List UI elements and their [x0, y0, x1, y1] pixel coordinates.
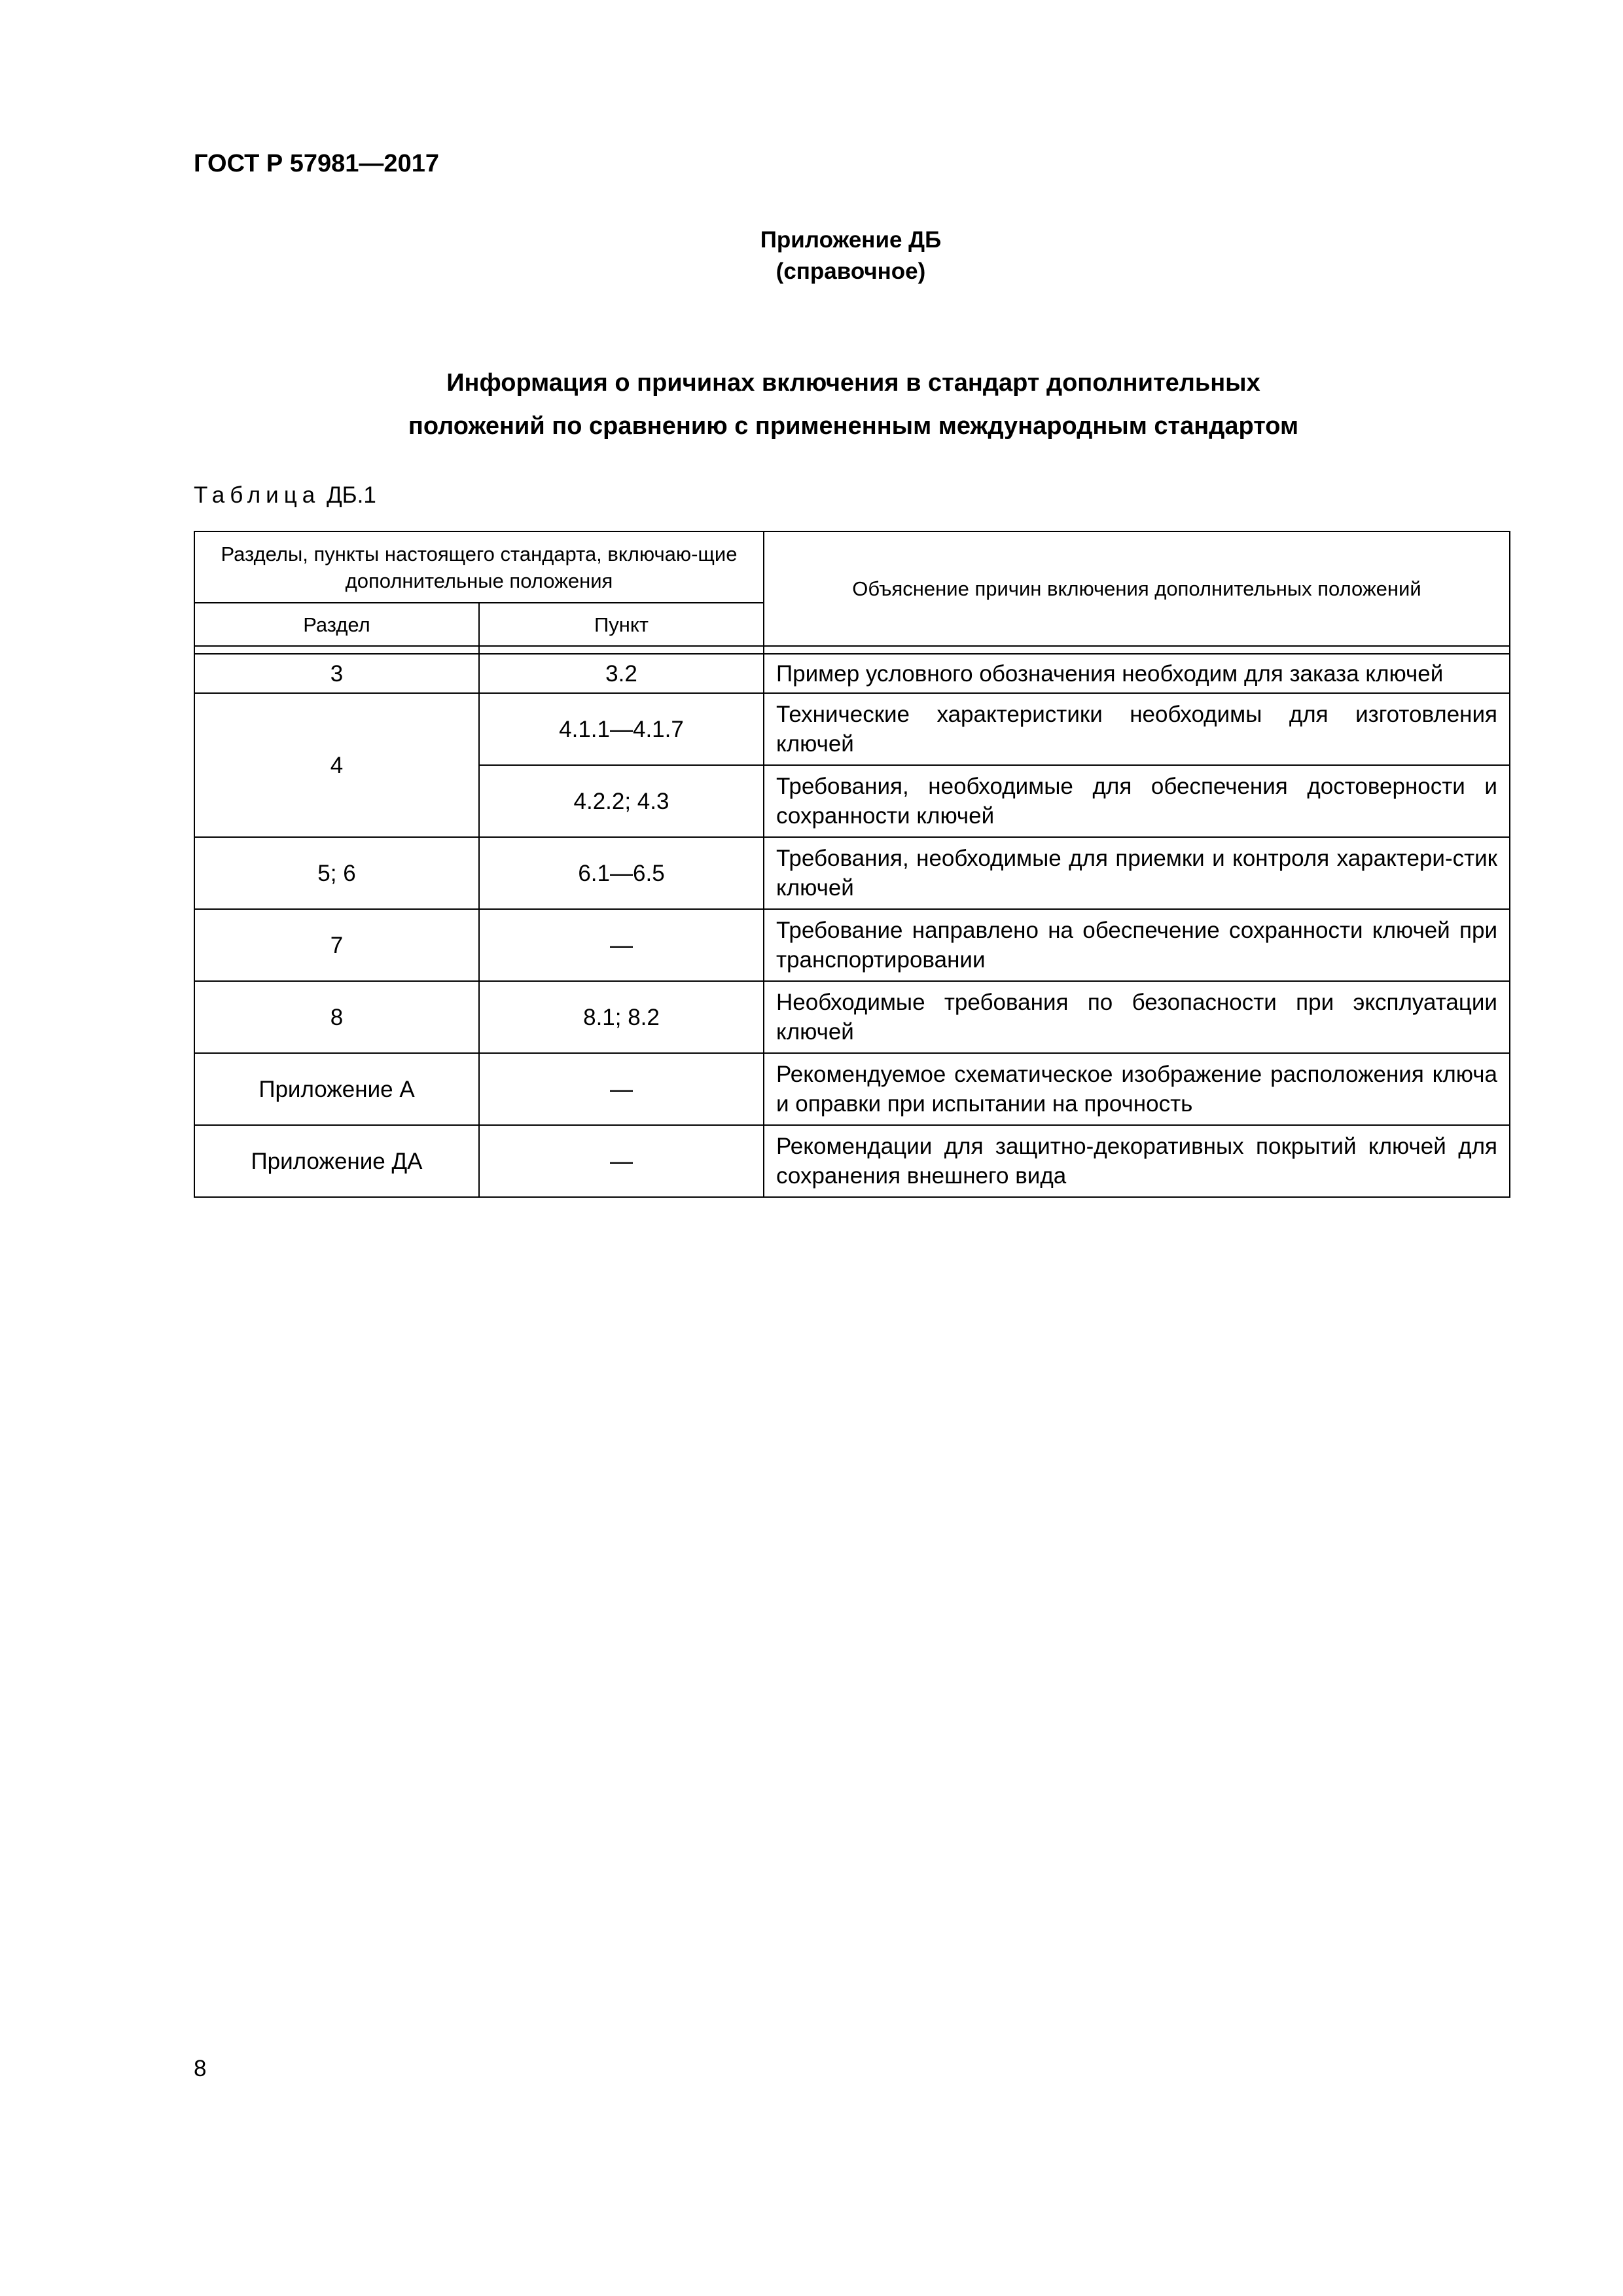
- cell-explanation: Рекомендуемое схематическое изображение расположения ключа и оправки при испытании на прочность: [764, 1053, 1510, 1125]
- cell-clause: 4.2.2; 4.3: [479, 765, 764, 837]
- cell-section: Приложение А: [194, 1053, 479, 1125]
- cell-clause: —: [479, 1053, 764, 1125]
- table-row: [194, 693, 1510, 765]
- table-row: [194, 837, 1510, 909]
- cell-clause: 4.1.1—4.1.7: [479, 693, 764, 765]
- cell-clause: 6.1—6.5: [479, 837, 764, 909]
- header-group-sections: Разделы, пункты настоящего стандарта, включаю-щие дополнительные положения: [194, 531, 764, 603]
- document-code: ГОСТ Р 57981—2017: [194, 150, 439, 177]
- cell-clause: —: [479, 1125, 764, 1197]
- cell-section: 8: [194, 981, 479, 1053]
- cell-explanation: Требования, необходимые для приемки и контроля характери-стик ключей: [764, 837, 1510, 909]
- cell-clause: —: [479, 909, 764, 981]
- annex-title-line-1: Информация о причинах включения в стандарт дополнительных: [446, 369, 1260, 397]
- page-number: 8: [194, 2056, 207, 2081]
- annex-status: (справочное): [776, 259, 926, 284]
- header-section: Раздел: [194, 603, 479, 646]
- header-separator: [194, 646, 1510, 654]
- table-caption-number: ДБ.1: [326, 482, 376, 508]
- cell-clause: 8.1; 8.2: [479, 981, 764, 1053]
- header-explanation: Объяснение причин включения дополнительных положений: [764, 531, 1510, 646]
- table-container: [194, 531, 1509, 1198]
- annex-label: Приложение ДБ: [760, 227, 942, 253]
- annex-title-line-2: положений по сравнению с примененным международным стандартом: [408, 412, 1299, 440]
- table-row: [194, 981, 1510, 1053]
- cell-clause: 3.2: [479, 654, 764, 693]
- cell-explanation: Рекомендации для защитно-декоративных покрытий ключей для сохранения внешнего вида: [764, 1125, 1510, 1197]
- header-clause: Пункт: [479, 603, 764, 646]
- annex-title: [194, 361, 1513, 448]
- table-caption: [194, 480, 376, 511]
- cell-section: 3: [194, 654, 479, 693]
- cell-explanation: Необходимые требования по безопасности при эксплуатации ключей: [764, 981, 1510, 1053]
- table-row: [194, 909, 1510, 981]
- table-caption-prefix: Таблица: [194, 482, 321, 508]
- cell-section: 7: [194, 909, 479, 981]
- cell-section: 4: [194, 693, 479, 837]
- table-row: [194, 1053, 1510, 1125]
- additional-provisions-table: [194, 531, 1510, 1198]
- cell-section: 5; 6: [194, 837, 479, 909]
- cell-explanation: Требования, необходимые для обеспечения достоверности и сохранности ключей: [764, 765, 1510, 837]
- cell-section: Приложение ДА: [194, 1125, 479, 1197]
- annex-heading: [713, 224, 988, 287]
- table-row: [194, 1125, 1510, 1197]
- cell-explanation: Пример условного обозначения необходим для заказа ключей: [764, 654, 1510, 693]
- table-row: [194, 654, 1510, 693]
- cell-explanation: Технические характеристики необходимы для изготовления ключей: [764, 693, 1510, 765]
- cell-explanation: Требование направлено на обеспечение сохранности ключей при транспортировании: [764, 909, 1510, 981]
